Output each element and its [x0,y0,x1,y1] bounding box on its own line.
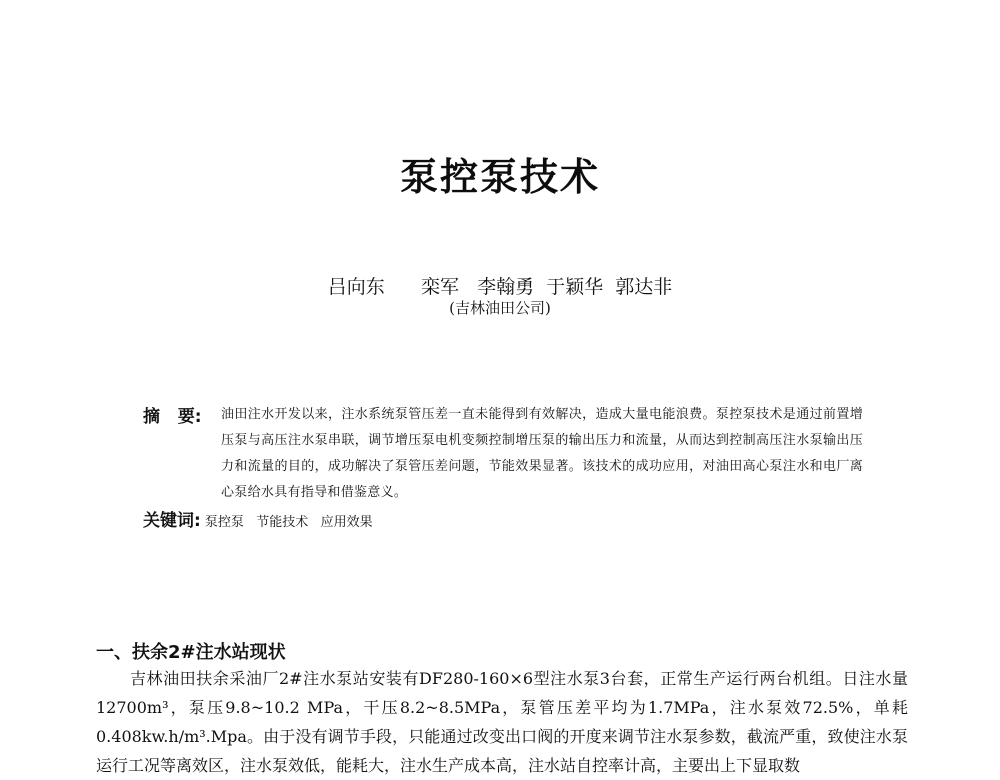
author-affiliation: (吉林油田公司) [449,299,551,317]
keywords-label: 关键词: [143,511,201,531]
abstract-text: 油田注水开发以来，注水系统泵管压差一直未能得到有效解决，造成大量电能浪费。泵控泵技术是通过前置增压泵与高压注水泵串联，调节增压泵电机变频控制增压泵的输出压力和流量，从而达到控制高压注水泵输出压力和流量的目的，成功解决了泵管压差问题，节能效果显著。该技术的成功应用，对油田高心泵注水和电厂离心泵给水具有指导和借鉴意义。 [221,407,863,500]
paper-title: 泵控泵技术 [399,155,600,199]
abstract-section [143,402,863,506]
section-body-text: 吉林油田扶余采油厂2#注水泵站安装有DF280-160×6型注水泵3台套，正常生产运行两台机组。日注水量12700m³，泵压9.8~10.2 MPa，干压8.2~8.5MPa，泵管压差平均为1.7MPa，注水泵效72.5%，单耗0.408kw.h/m³.Mpa。由于没有调节手段，只能通过改变出口阀的开度来调节注水泵参数，截流严重，致使注水泵运行工况等离效区，注水泵效低，能耗大，注水生产成本高，注水站自控率计高，主要出上下显取数 [96,669,908,775]
keywords-section [143,506,863,531]
abstract-label: 摘 要: [143,407,202,427]
keywords-text: 泵控泵 节能技术 应用效果 [204,515,373,530]
author-list: 吕向东 栾军 李翰勇 于颖华 郭达非 [327,276,673,298]
section-heading: 一、扶余2#注水站现状 [96,642,286,663]
